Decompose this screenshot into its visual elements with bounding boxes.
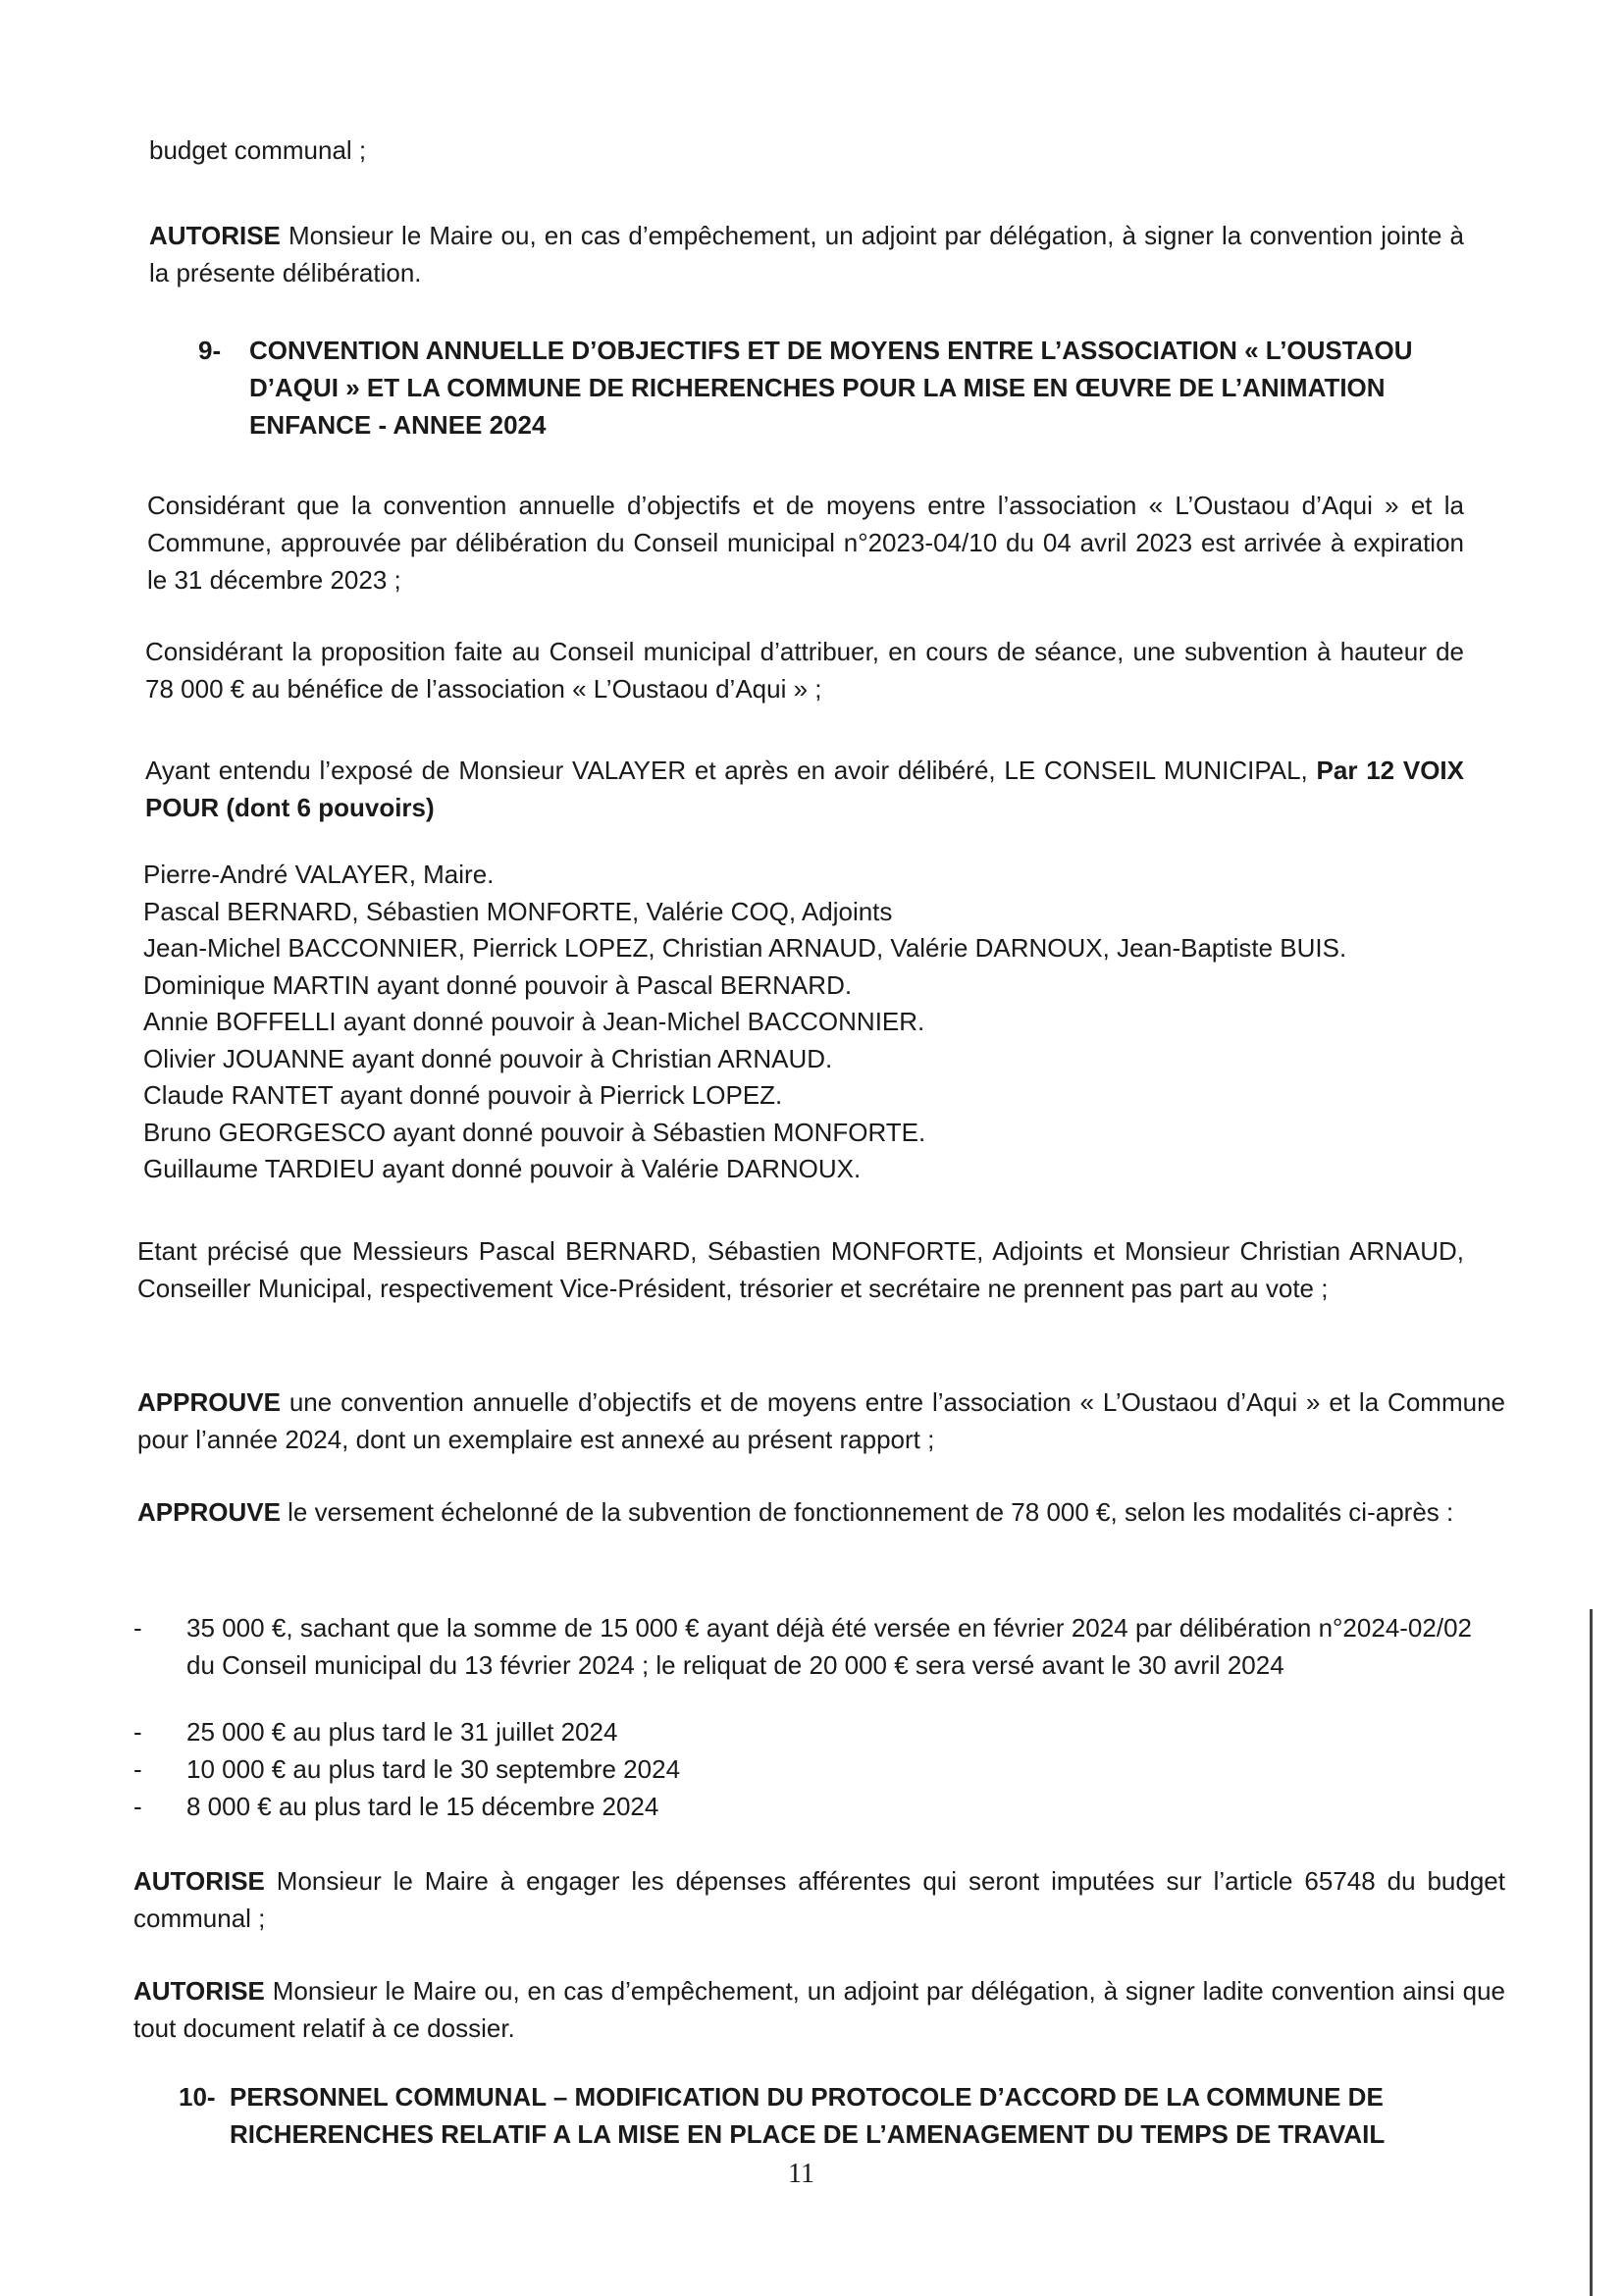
voter-line: Dominique MARTIN ayant donné pouvoir à Pascal BERNARD. xyxy=(143,969,853,1000)
autorise-convention-text: Monsieur le Maire ou, en cas d’empêchement, un adjoint par délégation, à signer ladite convention ainsi que tout document relatif à ce dossier. xyxy=(133,1976,1505,2043)
section-9-number: 9- xyxy=(198,336,222,365)
autorise-paragraph xyxy=(149,217,1464,291)
bullet-dash: - xyxy=(133,1717,142,1747)
voter-line: Guillaume TARDIEU ayant donné pouvoir à Valérie DARNOUX. xyxy=(143,1154,862,1183)
voter-line: Pascal BERNARD, Sébastien MONFORTE, Valérie COQ, Adjoints xyxy=(143,896,893,926)
autorise-depenses-text: Monsieur le Maire à engager les dépenses afférentes qui seront imputées sur l’article 65748 du budget communal ; xyxy=(133,1866,1505,1933)
section-9-title-line: CONVENTION ANNUELLE D’OBJECTIFS ET DE MOYENS ENTRE L’ASSOCIATION « L’OUSTAOU xyxy=(249,336,1413,365)
autorise-keyword: AUTORISE xyxy=(133,1976,265,2006)
voters-list xyxy=(143,857,1346,1188)
autorise-paragraph-depenses xyxy=(133,1862,1505,1937)
autorise-keyword: AUTORISE xyxy=(149,221,281,250)
section-9-heading xyxy=(198,332,1474,449)
approuve-paragraph-2 xyxy=(137,1493,1492,1531)
voter-line: Claude RANTET ayant donné pouvoir à Pierrick LOPEZ. xyxy=(143,1080,783,1110)
payment-text: 10 000 € au plus tard le 30 septembre 2024 xyxy=(186,1754,681,1784)
voter-line: Pierre-André VALAYER, Maire. xyxy=(143,860,495,889)
payment-text: 8 000 € au plus tard le 15 décembre 2024 xyxy=(186,1792,659,1821)
bullet-dash: - xyxy=(133,1792,142,1821)
approuve-text-1: une convention annuelle d’objectifs et de moyens entre l’association « L’Oustaou d’Aqui » et la Commune pour l’année 2024, dont un exemplaire est annexé au présent rapport ; xyxy=(137,1387,1505,1454)
considerant-paragraph-1 xyxy=(147,487,1464,599)
approuve-paragraph-1 xyxy=(137,1383,1505,1458)
approuve-keyword: APPROUVE xyxy=(137,1387,281,1417)
considerant-text-2: Considérant la proposition faite au Conseil municipal d’attribuer, en cours de séance, une subvention à hauteur de 78 000 € au bénéfice de l’association « L’Oustaou d’Aqui » ; xyxy=(145,637,1464,704)
section-9-title xyxy=(249,332,1474,444)
voter-line: Bruno GEORGESCO ayant donné pouvoir à Sébastien MONFORTE. xyxy=(143,1117,926,1147)
etant-precise-paragraph xyxy=(137,1232,1464,1307)
section-10-title-line: PERSONNEL COMMUNAL – MODIFICATION DU PROTOCOLE D’ACCORD DE LA COMMUNE DE xyxy=(230,2082,1384,2112)
section-10-number: 10- xyxy=(179,2082,216,2112)
scan-edge-line xyxy=(1590,1609,1593,2296)
considerant-paragraph-2 xyxy=(145,633,1464,707)
voter-line: Jean-Michel BACCONNIER, Pierrick LOPEZ, Christian ARNAUD, Valérie DARNOUX, Jean-Baptiste BUIS. xyxy=(143,933,1347,963)
bullet-dash: - xyxy=(133,1613,142,1643)
bullet-dash: - xyxy=(133,1754,142,1784)
section-10-title-line: RICHERENCHES RELATIF A LA MISE EN PLACE DE L’AMENAGEMENT DU TEMPS DE TRAVAIL xyxy=(230,2119,1386,2149)
autorise-paragraph-convention xyxy=(133,1972,1505,2047)
page-number: 11 xyxy=(788,2159,814,2189)
section-10-heading xyxy=(179,2078,1474,2157)
voter-line: Annie BOFFELLI ayant donné pouvoir à Jean-Michel BACCONNIER. xyxy=(143,1007,925,1036)
ayant-entendu-paragraph xyxy=(145,752,1464,826)
section-9-title-line: ENFANCE - ANNEE 2024 xyxy=(249,410,547,440)
intro-text: budget communal ; xyxy=(149,135,367,165)
autorise-text: Monsieur le Maire ou, en cas d’empêchement, un adjoint par délégation, à signer la convention jointe à la présente délibération. xyxy=(149,221,1464,287)
intro-paragraph xyxy=(149,131,1464,169)
ayant-entendu-text: Ayant entendu l’exposé de Monsieur VALAYER et après en avoir délibéré, LE CONSEIL MUNICIPAL, xyxy=(145,756,1317,785)
etant-precise-text: Etant précisé que Messieurs Pascal BERNARD, Sébastien MONFORTE, Adjoints et Monsieur Christian ARNAUD, Conseiller Municipal, respectivement Vice-Président, trésorier et secrétaire ne prennent pas part au vote ; xyxy=(137,1236,1464,1303)
payment-text: 35 000 €, sachant que la somme de 15 000 € ayant déjà été versée en février 2024 par délibération n°2024-02/02 du Conseil municipal du 13 février 2024 ; le reliquat de 20 000 € sera versé avant le 30 avril 2024 xyxy=(186,1613,1472,1680)
section-10-title xyxy=(230,2078,1474,2153)
autorise-keyword: AUTORISE xyxy=(133,1866,265,1896)
vote-count: Par 12 VOIX POUR (dont 6 pouvoirs) xyxy=(145,756,1464,822)
payment-text: 25 000 € au plus tard le 31 juillet 2024 xyxy=(186,1717,618,1747)
voter-line: Olivier JOUANNE ayant donné pouvoir à Christian ARNAUD. xyxy=(143,1043,833,1073)
approuve-text-2: le versement échelonné de la subvention de fonctionnement de 78 000 €, selon les modalités ci-après : xyxy=(280,1497,1454,1527)
section-9-title-line: D’AQUI » ET LA COMMUNE DE RICHERENCHES POUR LA MISE EN ŒUVRE DE L’ANIMATION xyxy=(249,373,1386,402)
approuve-keyword: APPROUVE xyxy=(137,1497,281,1527)
considerant-text-1: Considérant que la convention annuelle d’objectifs et de moyens entre l’association « L’Oustaou d’Aqui » et la Commune, approuvée par délibération du Conseil municipal n°2023-04/10 du 04 avril 2023 est arrivée à expiration le 31 décembre 2023 ; xyxy=(147,491,1464,595)
